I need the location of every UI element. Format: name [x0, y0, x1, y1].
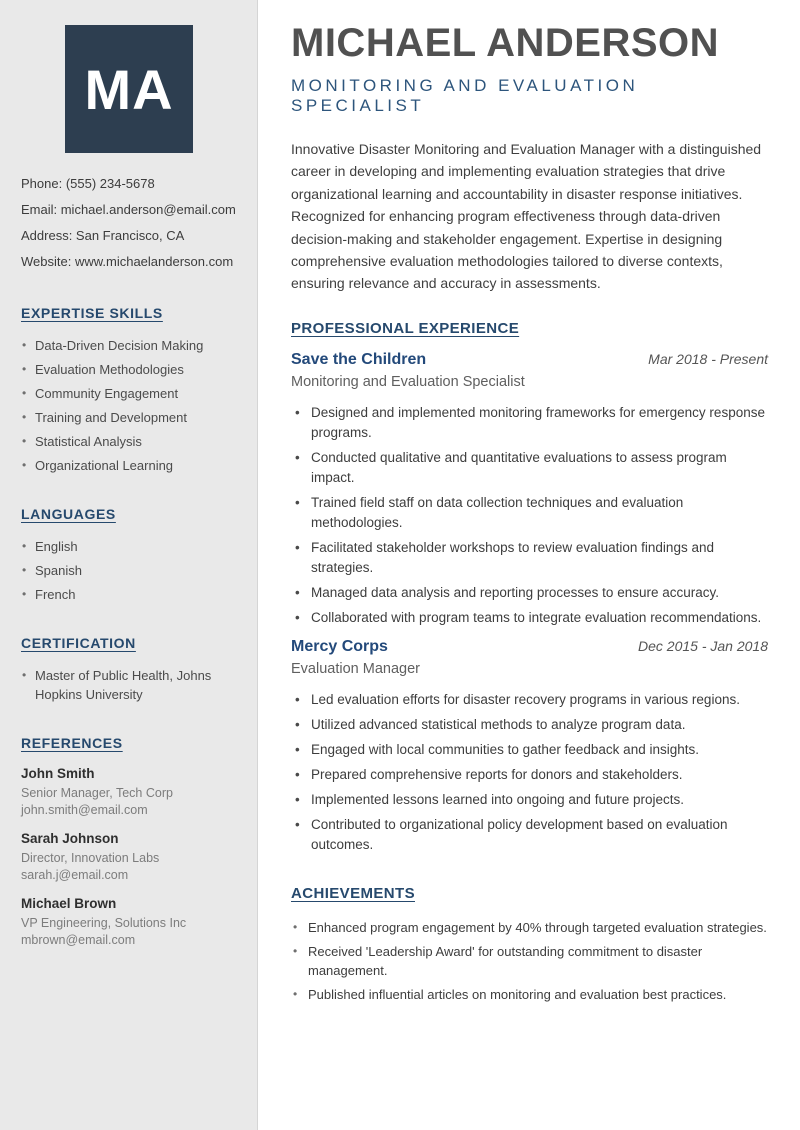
- languages-list: [21, 537, 237, 604]
- reference-email: john.smith@email.com: [21, 803, 148, 817]
- list-item: • Facilitated stakeholder workshops to review evaluation findings and strategies.: [291, 538, 768, 578]
- certification-heading: CERTIFICATION: [21, 635, 136, 651]
- sidebar: [0, 0, 258, 1130]
- reference-name: Michael Brown: [21, 896, 117, 911]
- contact-info: [21, 175, 237, 270]
- reference-name: Sarah Johnson: [21, 831, 119, 846]
- reference-title: VP Engineering, Solutions Inc: [21, 916, 187, 930]
- list-item: • Conducted qualitative and quantitative evaluations to assess program impact.: [291, 448, 768, 488]
- contact-phone: Phone: (555) 234-5678: [21, 176, 155, 191]
- job-dates: Mar 2018 - Present: [648, 350, 768, 367]
- list-item: • Trained field staff on data collection techniques and evaluation methodologies.: [291, 493, 768, 533]
- list-item: • Community Engagement: [21, 384, 237, 403]
- list-item: • Utilized advanced statistical methods to analyze program data.: [291, 715, 768, 735]
- job-role: Monitoring and Evaluation Specialist: [291, 373, 525, 390]
- skills-section: [21, 279, 237, 475]
- reference-entry: [21, 831, 237, 884]
- candidate-title: MONITORING AND EVALUATION SPECIALIST: [291, 76, 639, 115]
- job-bullet-list: [291, 403, 768, 628]
- certification-list: [21, 666, 237, 704]
- candidate-name: MICHAEL ANDERSON: [291, 21, 720, 65]
- job-entry: [291, 638, 768, 855]
- list-item: • Enhanced program engagement by 40% through targeted evaluation strategies.: [291, 918, 768, 937]
- reference-email: sarah.j@email.com: [21, 868, 129, 882]
- languages-section: [21, 480, 237, 604]
- list-item: • Designed and implemented monitoring frameworks for emergency response programs.: [291, 403, 768, 443]
- main-content: [258, 0, 800, 1130]
- job-entry: [291, 351, 768, 628]
- company-name: Mercy Corps: [291, 637, 388, 655]
- list-item: • Prepared comprehensive reports for donors and stakeholders.: [291, 765, 768, 785]
- skills-list: [21, 336, 237, 475]
- list-item: • Engaged with local communities to gather feedback and insights.: [291, 740, 768, 760]
- list-item: • Organizational Learning: [21, 456, 237, 475]
- list-item: • Master of Public Health, Johns Hopkins University: [21, 666, 237, 704]
- company-name: Save the Children: [291, 350, 427, 368]
- references-heading: REFERENCES: [21, 735, 123, 751]
- list-item: • Statistical Analysis: [21, 432, 237, 451]
- list-item: • Implemented lessons learned into ongoing and future projects.: [291, 790, 768, 810]
- list-item: • French: [21, 585, 237, 604]
- list-item: • Training and Development: [21, 408, 237, 427]
- certification-section: [21, 609, 237, 704]
- achievements-section: [291, 860, 768, 1004]
- reference-title: Director, Innovation Labs: [21, 851, 160, 865]
- list-item: • Published influential articles on monitoring and evaluation best practices.: [291, 985, 768, 1004]
- experience-section: [291, 295, 768, 855]
- achievements-list: [291, 918, 768, 1004]
- reference-title: Senior Manager, Tech Corp: [21, 786, 173, 800]
- list-item: • English: [21, 537, 237, 556]
- references-section: [21, 709, 237, 949]
- monogram-initials: MA: [84, 57, 174, 121]
- list-item: • Collaborated with program teams to integrate evaluation recommendations.: [291, 608, 768, 628]
- list-item: • Led evaluation efforts for disaster recovery programs in various regions.: [291, 690, 768, 710]
- summary-paragraph: Innovative Disaster Monitoring and Evaluation Manager with a distinguished career in developing and implementing evaluation strategies that drive organizational learning and accountability in disaster response initiatives. Recognized for enhancing program effectiveness through data-driven decision-making and stakeholder engagement. Expertise in designing comprehensive evaluation methodologies tailored to diverse contexts, ensuring relevance and accuracy in assessments.: [291, 141, 762, 292]
- list-item: • Managed data analysis and reporting processes to ensure accuracy.: [291, 583, 768, 603]
- job-header: [291, 638, 768, 656]
- experience-heading: PROFESSIONAL EXPERIENCE: [291, 319, 520, 337]
- skills-heading: EXPERTISE SKILLS: [21, 305, 163, 321]
- job-header: [291, 351, 768, 369]
- reference-name: John Smith: [21, 766, 95, 781]
- list-item: • Data-Driven Decision Making: [21, 336, 237, 355]
- languages-heading: LANGUAGES: [21, 506, 116, 522]
- achievements-heading: ACHIEVEMENTS: [291, 884, 415, 902]
- job-bullet-list: [291, 690, 768, 855]
- reference-email: mbrown@email.com: [21, 933, 136, 947]
- contact-website: Website: www.michaelanderson.com: [21, 254, 234, 269]
- list-item: • Spanish: [21, 561, 237, 580]
- contact-email: Email: michael.anderson@email.com: [21, 202, 236, 217]
- reference-entry: [21, 766, 237, 819]
- list-item: • Evaluation Methodologies: [21, 360, 237, 379]
- contact-address: Address: San Francisco, CA: [21, 228, 185, 243]
- list-item: • Received 'Leadership Award' for outstanding commitment to disaster management.: [291, 942, 768, 980]
- reference-entry: [21, 896, 237, 949]
- job-role: Evaluation Manager: [291, 660, 420, 677]
- job-dates: Dec 2015 - Jan 2018: [638, 637, 768, 654]
- list-item: • Contributed to organizational policy development based on evaluation outcomes.: [291, 815, 768, 855]
- monogram-badge: [65, 25, 193, 153]
